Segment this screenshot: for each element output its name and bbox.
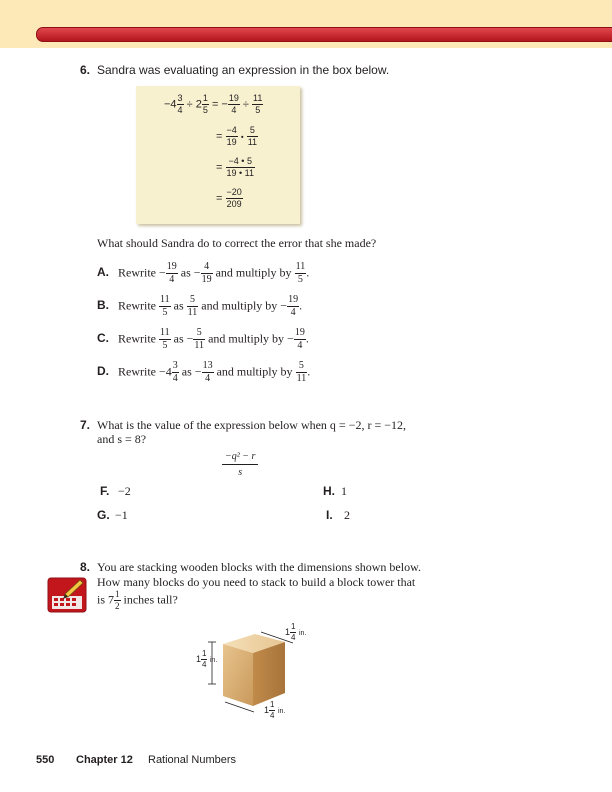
answer-option-b[interactable] <box>97 295 302 318</box>
page-number: 550 <box>36 754 55 766</box>
option-letter: A. <box>97 265 109 280</box>
period: . <box>305 331 309 346</box>
option-word: as <box>173 298 184 313</box>
period: . <box>306 265 310 280</box>
answer-option-h[interactable] <box>323 484 347 499</box>
option-letter: B. <box>97 298 109 313</box>
work-line-2 <box>216 126 258 147</box>
sign: −4 <box>159 364 172 379</box>
question-8-line-2: How many blocks do you need to stack to build a block tower that <box>97 575 416 589</box>
sign: − <box>193 265 201 280</box>
question-7-number: 7. <box>80 418 91 432</box>
fraction: $\frac{11}{5}$ <box>253 93 263 115</box>
work-box <box>136 86 300 224</box>
fraction: $\frac{19}{4}$ <box>166 261 177 285</box>
equals-sign: = − <box>211 98 228 111</box>
answer-option-g[interactable] <box>97 508 128 523</box>
fraction: $\frac{5}{11}$ <box>194 327 205 351</box>
fraction: $\frac{11}{5}$ <box>160 327 170 351</box>
question-7-expression <box>222 452 258 478</box>
answer-option-c[interactable] <box>97 328 309 351</box>
mixed-whole: is 7 <box>97 592 115 607</box>
chapter-title: Rational Numbers <box>148 754 237 766</box>
divide-sign: ÷ <box>186 98 193 111</box>
option-letter: H. <box>323 484 335 498</box>
header-red-bar <box>36 27 612 42</box>
width-label: 1 $\frac{1}{4}$ in. <box>264 700 286 720</box>
period: . <box>299 298 303 313</box>
answer-option-i[interactable] <box>326 508 350 523</box>
answer-option-d[interactable] <box>97 361 310 384</box>
option-word: as <box>180 265 191 280</box>
fraction: $\frac{4}{19}$ <box>201 261 212 285</box>
sign: − <box>194 364 202 379</box>
fraction: $\frac{5}{11}$ <box>247 125 258 147</box>
fraction: $\frac{-4}{19}$ <box>226 125 237 147</box>
option-word: and multiply by <box>216 364 293 379</box>
height-label: 1 $\frac{1}{4}$ in. <box>196 649 218 669</box>
fraction: $\frac{5}{11}$ <box>187 294 198 318</box>
option-letter: D. <box>97 364 109 379</box>
mixed-whole: −4 <box>164 98 177 111</box>
equals-sign: = <box>216 192 223 205</box>
option-word: as <box>173 331 184 346</box>
option-value: −1 <box>115 508 128 522</box>
answer-option-a[interactable] <box>97 262 309 285</box>
option-word: as <box>181 364 192 379</box>
depth-label: 1 $\frac{1}{4}$ in. <box>285 622 307 642</box>
option-value: 2 <box>344 508 350 522</box>
answer-option-f[interactable] <box>100 484 131 499</box>
question-8-line-3 <box>97 590 178 611</box>
option-letter: C. <box>97 331 109 346</box>
multiply-dot: • <box>240 132 244 142</box>
question-7-line-1: What is the value of the expression below when q = −2, r = −12, <box>97 418 406 432</box>
fraction: $\frac{5}{11}$ <box>296 360 307 384</box>
equals-sign: = <box>216 130 223 143</box>
option-word: Rewrite <box>118 364 156 379</box>
option-value: −2 <box>118 484 131 498</box>
work-line-1 <box>164 94 263 115</box>
option-word: Rewrite <box>118 298 156 313</box>
option-word: and multiply by <box>201 298 278 313</box>
fraction: $\frac{19}{4}$ <box>294 327 305 351</box>
fraction: $\frac{19}{4}$ <box>228 93 239 115</box>
line-3-text: inches tall? <box>123 592 178 607</box>
work-line-4 <box>216 188 243 209</box>
fraction: $\frac{1}{2}$ <box>115 589 120 611</box>
mixed-whole: 2 <box>195 98 202 111</box>
fraction: $\frac{3}{4}$ <box>177 93 183 115</box>
question-8-number: 8. <box>80 560 91 574</box>
divide-sign: ÷ <box>242 98 249 111</box>
expression-denominator: s <box>238 467 243 478</box>
option-value: 1 <box>341 484 347 498</box>
fraction: $\frac{13}{4}$ <box>202 360 213 384</box>
option-letter: G. <box>97 508 110 522</box>
fraction: $\frac{1}{5}$ <box>202 93 208 115</box>
chapter-label: Chapter 12 <box>76 754 133 766</box>
fraction: $\frac{19}{4}$ <box>288 294 299 318</box>
sign: − <box>186 331 194 346</box>
expression-numerator: −q² − r <box>222 452 258 465</box>
sign: − <box>159 265 166 280</box>
sign: − <box>280 298 288 313</box>
question-6-prompt: What should Sandra do to correct the error that she made? <box>97 236 377 250</box>
sign: − <box>287 331 294 346</box>
work-line-3 <box>216 157 255 178</box>
question-8-line-1: You are stacking wooden blocks with the dimensions shown below. <box>97 560 421 574</box>
option-word: and multiply by <box>208 331 285 346</box>
question-6-text: Sandra was evaluating an expression in the box below. <box>97 63 390 77</box>
fraction: $\frac{11}{5}$ <box>295 261 306 285</box>
block-front-face <box>223 644 253 706</box>
option-letter: F. <box>100 484 110 498</box>
fraction: $\frac{-4 • 5}{19 • 11}$ <box>226 156 255 178</box>
fraction: $\frac{-20}{209}$ <box>226 187 242 209</box>
question-7-line-2: and s = 8? <box>97 432 147 446</box>
fraction: $\frac{3}{4}$ <box>172 360 178 384</box>
option-letter: I. <box>326 508 333 522</box>
fraction: $\frac{11}{5}$ <box>160 294 170 318</box>
calculator-icon <box>47 577 87 613</box>
question-6-number: 6. <box>80 63 91 77</box>
option-word: and multiply by <box>215 265 292 280</box>
option-word: Rewrite <box>118 331 156 346</box>
option-word: Rewrite <box>118 265 156 280</box>
block-side-face <box>253 642 285 706</box>
equals-sign: = <box>216 161 223 174</box>
period: . <box>307 364 311 379</box>
